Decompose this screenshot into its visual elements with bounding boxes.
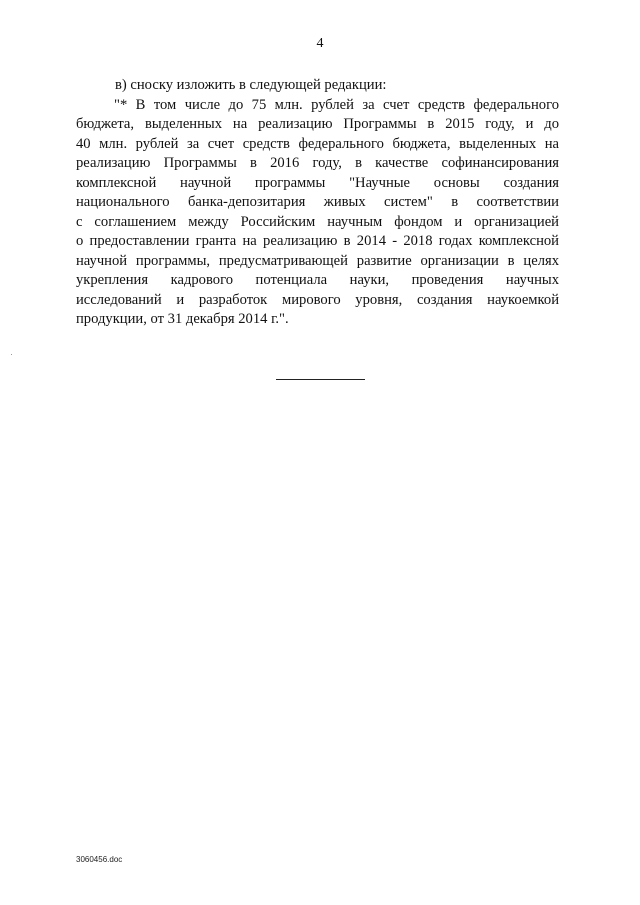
amendment-text	[76, 76, 559, 330]
footnote-text-line: продукции, от 31 декабря 2014 г.".	[76, 311, 289, 327]
footnote-text-line: укрепления кадрового потенциала науки, проведения научных	[76, 272, 559, 288]
footnote-text-line: 40 млн. рублей за счет средств федерального бюджета, выделенных на	[76, 135, 559, 152]
footnote-text-line: бюджета, выделенных на реализацию Программы в 2015 году, и до	[76, 116, 559, 132]
end-separator-line	[276, 379, 365, 380]
footnote-text-line: комплексной научной программы "Научные основы создания	[76, 174, 559, 191]
page-number: 4	[316, 36, 324, 51]
footnote-text-line: исследований и разработок мирового уровня, создания наукоемкой	[76, 291, 559, 308]
footnote-text-line: "* В том числе до 75 млн. рублей за счет средств федерального	[114, 96, 559, 113]
document-file-name: 3060456.doc	[76, 855, 123, 864]
footnote-text-line: с соглашением между Российским научным фондом и организацией	[76, 213, 559, 230]
footnote-text-line: национального банка-депозитария живых систем" в соответствии	[76, 194, 559, 210]
margin-mark	[11, 354, 12, 355]
footnote-text-line: о предоставлении гранта на реализацию в 2014 - 2018 годах комплексной	[76, 233, 559, 249]
footnote-text-line: реализацию Программы в 2016 году, в качестве софинансирования	[76, 155, 559, 171]
footnote-text-line: научной программы, предусматривающей развитие организации в целях	[76, 252, 559, 269]
amendment-intro-line: в) сноску изложить в следующей редакции:	[115, 77, 387, 93]
